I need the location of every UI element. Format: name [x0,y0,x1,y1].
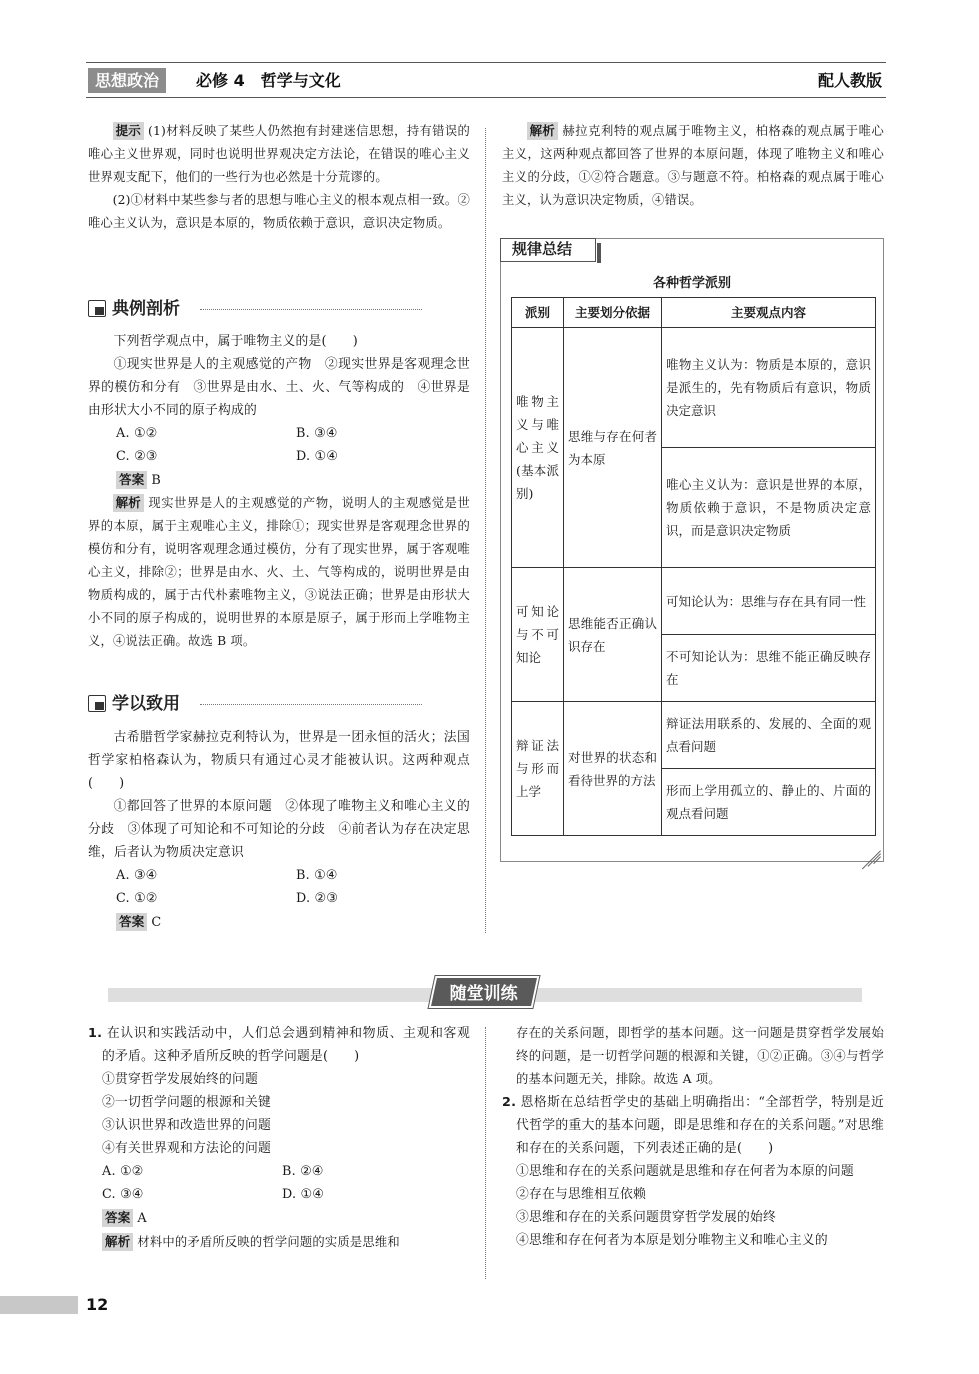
answer-label: 答案 [116,913,147,931]
question-stem: 下列哲学观点中，属于唯物主义的是( ) [113,334,358,349]
answer-line [116,469,470,492]
basis-cell: 对世界的状态和看待世界的方法 [564,702,662,836]
book-title: 必修 4 哲学与文化 [196,71,341,90]
analysis-paragraph: 解析 现实世界是人的主观感觉的产物，说明人的主观感觉是世界的本原，属于主观唯心主义，排除①；现实世界是客观理念世界的模仿和分有，说明客观理念通过模仿，分有了现实世界，属于客观唯心主义，排除②；世界是由水、火、土、气等构成的，说明世界是由物质构成的，属于古代朴素唯物主义，③说法正确；世界是由形状大小不同的原子构成的，说明世界的本原是原子，属于形而上学唯物主义，④说法正确。故选 B 项。 [88,495,470,648]
header-content: 主要观点内容 [662,298,876,328]
answer-value: C [151,915,162,930]
option-a: A. ③④ [116,868,158,883]
school-cell: 唯物主义与唯心主义(基本派别) [512,328,564,568]
practice-q1-item: ①贯穿哲学发展始终的问题 [102,1072,258,1087]
analysis-paragraph: 解析 赫拉克利特的观点属于唯物主义，柏格森的观点属于唯心主义，这两种观点都回答了世界的本原问题，体现了唯物主义和唯心主义的分歧，①②符合题意。③与题意不符。柏格森的观点属于唯心主义，认为意识决定物质，④错误。 [502,123,884,207]
basis-cell: 思维与存在何者为本原 [564,328,662,568]
right-analysis [502,120,884,212]
answer-label: 答案 [102,1209,133,1227]
practice-q1-item: ④有关世界观和方法论的问题 [102,1141,271,1156]
option-a: A. ①② [116,426,158,441]
example-question [88,330,470,653]
hint-paragraph-2: (2)①材料中某些参与者的思想与唯心主义的根本观点相一致。②唯心主义认为，意识是本原的，物质依赖于意识，意识决定物质。 [88,193,470,230]
content-cell: 唯心主义认为：意识是世界的本原，物质依赖于意识，不是物质决定意识，而是意识决定物质 [662,448,876,568]
option-list [88,1160,470,1206]
philosophy-schools-table [511,297,876,836]
option-b: B. ③④ [296,426,338,441]
practice-q2-item: ④思维和存在何者为本原是划分唯物主义和唯心主义的 [516,1233,828,1248]
section-rule [200,704,422,705]
header-basis: 主要划分依据 [564,298,662,328]
analysis-label: 解析 [527,122,558,140]
rule-summary-tag: 规律总结 [500,238,596,262]
apply-question [88,726,470,934]
option-b: B. ①④ [296,868,338,883]
analysis-label: 解析 [102,1233,133,1251]
option-d: D. ①④ [282,1187,324,1202]
option-d: D. ①④ [296,449,338,464]
hint-label: 提示 [113,122,144,140]
answer-line [116,911,470,934]
content-cell: 辩证法用联系的、发展的、全面的观点看问题 [662,702,876,769]
section-title: 典例剖析 [112,299,180,319]
content-cell: 形而上学用孤立的、静止的、片面的观点看问题 [662,769,876,836]
left-column [88,120,470,235]
column-divider [485,1027,486,1279]
practice-q2-item: ①思维和存在的关系问题就是思维和存在何者为本原的问题 [516,1164,854,1179]
subject-tag: 思想政治 [88,68,166,93]
option-c: C. ③④ [102,1187,144,1202]
practice-q2-item: ②存在与思维相互依赖 [516,1187,646,1202]
answer-value: B [151,473,162,488]
answer-line [88,1207,470,1230]
section-rule [200,309,422,310]
practice-q2-item: ③思维和存在的关系问题贯穿哲学发展的始终 [516,1210,776,1225]
answer-label: 答案 [116,471,147,489]
practice-q1-item: ③认识世界和改造世界的问题 [102,1118,271,1133]
section-icon [88,695,106,712]
basis-cell: 思维能否正确认识存在 [564,568,662,702]
question-items: ①现实世界是人的主观感觉的产物 ②现实世界是客观理念世界的模仿和分有 ③世界是由水、土、火、气等构成的 ④世界是由形状大小不同的原子构成的 [88,357,470,418]
table-row [512,328,876,448]
table-header-row [512,298,876,328]
answer-value: A [137,1211,147,1226]
practice-q1-item: ②一切哲学问题的根源和关键 [102,1095,271,1110]
option-a: A. ①② [102,1164,144,1179]
question-items: ①都回答了世界的本原问题 ②体现了唯物主义和唯心主义的分歧 ③体现了可知论和不可知论的分歧 ④前者认为存在决定思维，后者认为物质决定意识 [88,799,470,860]
edition-label: 配人教版 [817,71,882,90]
column-divider [485,128,486,933]
practice-left-column [88,1022,470,1254]
option-c: C. ②③ [116,449,158,464]
section-heading-example [88,297,422,321]
analysis-label: 解析 [113,494,144,512]
table-title: 各种哲学派别 [652,276,731,291]
page-number: 12 [86,1295,109,1314]
hint-paragraph-1: 提示 (1)材料反映了某些人仍然抱有封建迷信思想，持有错误的唯心主义世界观，同时也说明世界观决定方法论，在错误的唯心主义世界观支配下，他们的一些行为也必然是十分荒谬的。 [88,123,470,184]
content-cell: 不可知论认为：思维不能正确反映存在 [662,635,876,702]
section-title: 学以致用 [112,694,180,714]
header-school: 派别 [512,298,564,328]
content-cell: 可知论认为：思维与存在具有同一性 [662,568,876,635]
option-list [116,864,470,910]
option-list [116,422,470,468]
content-cell: 唯物主义认为：物质是本原的，意识是派生的，先有物质后有意识，物质决定意识 [662,328,876,448]
table-row [512,568,876,635]
option-b: B. ②④ [282,1164,324,1179]
section-heading-apply [88,692,422,716]
analysis-paragraph: 解析 材料中的矛盾所反映的哲学问题的实质是思维和 [88,1231,470,1254]
practice-banner: 随堂训练 [429,976,540,1008]
page-header [86,62,886,98]
school-cell: 可知论与不可知论 [512,568,564,702]
practice-right-column [502,1022,884,1252]
school-cell: 辩证法与形而上学 [512,702,564,836]
practice-question-1: 1. 在认识和实践活动中，人们总会遇到精神和物质、主观和客观的矛盾。这种矛盾所反映的哲学问题是( ) [88,1026,470,1064]
corner-hatch-icon [861,839,881,859]
question-stem: 古希腊哲学家赫拉克利特认为，世界是一团永恒的活火；法国哲学家柏格森认为，物质只有通过心灵才能被认识。这两种观点( ) [88,730,470,791]
practice-question-2: 2. 恩格斯在总结哲学史的基础上明确指出：“全部哲学，特别是近代哲学的重大的基本问题，即是思维和存在的关系问题。”对思维和存在的关系问题，下列表述正确的是( ) [502,1095,884,1156]
page-number-bar [0,1296,78,1314]
section-icon [88,300,106,317]
option-d: D. ②③ [296,891,338,906]
table-row [512,702,876,769]
analysis-continuation: 存在的关系问题，即哲学的基本问题。这一问题是贯穿哲学发展始终的问题，是一切哲学问题的根源和关键，①②正确。③④与哲学的基本问题无关，排除。故选 A 项。 [516,1026,884,1086]
option-c: C. ①② [116,891,158,906]
rule-summary-box [500,238,884,862]
